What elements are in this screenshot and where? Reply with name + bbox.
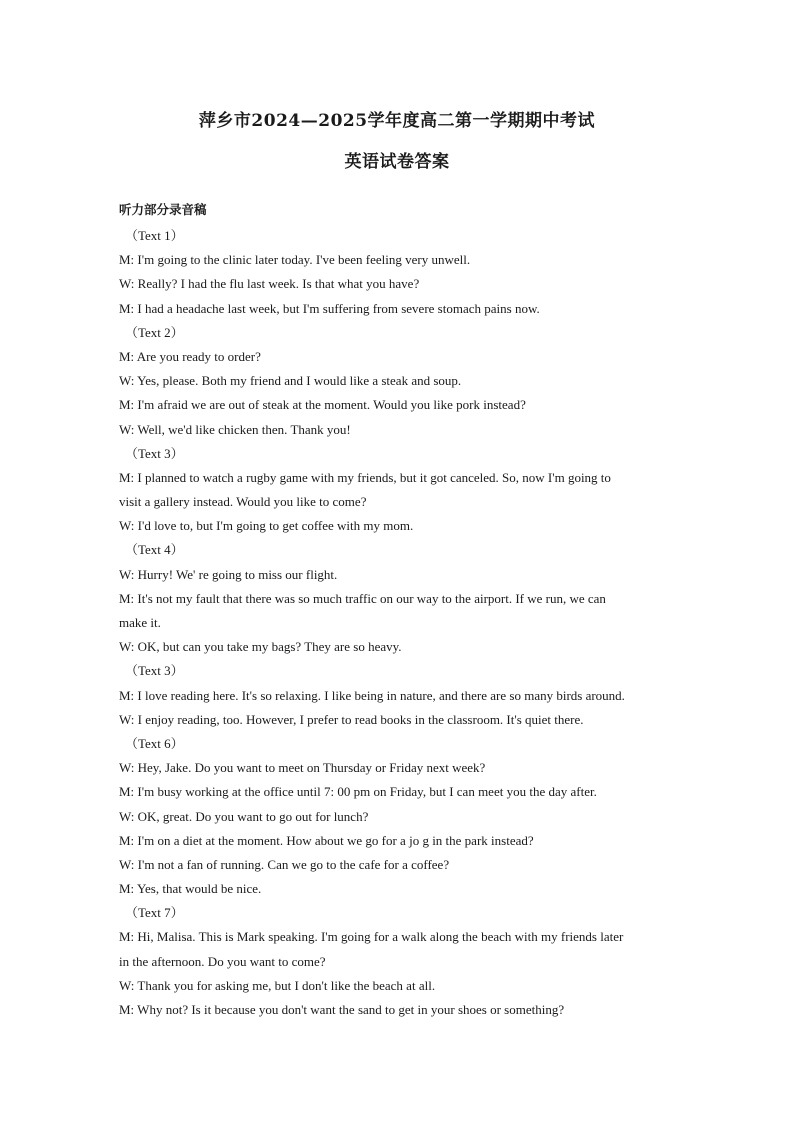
transcript-line: make it. (119, 615, 161, 630)
transcript-line: W: Hurry! We' re going to miss our flight. (119, 566, 338, 582)
transcript-line: M: I'm busy working at the office until 7: 00 pm on Friday, but I can meet you the day after. (119, 784, 597, 800)
transcript-line: M: Are you ready to order? (119, 348, 261, 364)
transcript-line: M: It's not my fault that there was so much traffic on our way to the airport. If we run, we can (119, 590, 606, 606)
transcript-line: M: I'm going to the clinic later today. I've been feeling very unwell. (119, 252, 471, 268)
transcript (119, 225, 679, 1023)
transcript-line: visit a gallery instead. Would you like to come? (119, 494, 367, 510)
text-section-label: （Text 2） (125, 324, 184, 340)
section-heading: 听力部分录音稿 (119, 202, 207, 217)
transcript-line: W: Hey, Jake. Do you want to meet on Thursday or Friday next week? (119, 760, 486, 776)
transcript-line: M: I planned to watch a rugby game with my friends, but it got canceled. So, now I'm going to (119, 469, 611, 485)
text-section-label: （Text 7） (125, 905, 184, 921)
text-section-label: （Text 6） (125, 735, 184, 751)
transcript-line: W: Yes, please. Both my friend and I would like a steak and soup. (119, 373, 462, 389)
transcript-line: M: Hi, Malisa. This is Mark speaking. I'm going for a walk along the beach with my friends later (119, 929, 624, 945)
transcript-line: W: OK, but can you take my bags? They are so heavy. (119, 639, 402, 655)
transcript-line: M: I had a headache last week, but I'm suffering from severe stomach pains now. (119, 300, 540, 316)
text-section-label: （Text 3） (125, 663, 184, 679)
transcript-line: W: Well, we'd like chicken then. Thank you! (119, 421, 351, 437)
transcript-line: W: Thank you for asking me, but I don't like the beach at all. (119, 977, 436, 993)
transcript-line: in the afternoon. Do you want to come? (119, 953, 326, 969)
transcript-line: M: I'm afraid we are out of steak at the moment. Would you like pork instead? (119, 397, 526, 413)
transcript-line: W: I'd love to, but I'm going to get coffee with my mom. (119, 518, 414, 534)
document-subtitle: 英语试卷答案 (344, 152, 450, 172)
text-section-label: （Text 1） (125, 228, 184, 243)
transcript-line: W: I enjoy reading, too. However, I prefer to read books in the classroom. It's quiet there. (119, 711, 584, 727)
transcript-line: W: Really? I had the flu last week. Is that what you have? (119, 276, 420, 292)
text-section-label: （Text 4） (125, 542, 184, 558)
transcript-line: W: OK, great. Do you want to go out for lunch? (119, 808, 369, 824)
transcript-line: M: I'm on a diet at the moment. How about we go for a jo g in the park instead? (119, 832, 534, 848)
text-section-label: （Text 3） (125, 445, 184, 461)
transcript-line: M: I love reading here. It's so relaxing. I like being in nature, and there are so many birds around. (119, 687, 625, 703)
transcript-line: M: Why not? Is it because you don't want the sand to get in your shoes or something? (119, 1002, 565, 1017)
transcript-line: M: Yes, that would be nice. (119, 881, 262, 897)
transcript-line: W: I'm not a fan of running. Can we go to the cafe for a coffee? (119, 856, 450, 872)
document-title: 萍乡市2024—2025学年度高二第一学期期中考试 (198, 111, 596, 131)
